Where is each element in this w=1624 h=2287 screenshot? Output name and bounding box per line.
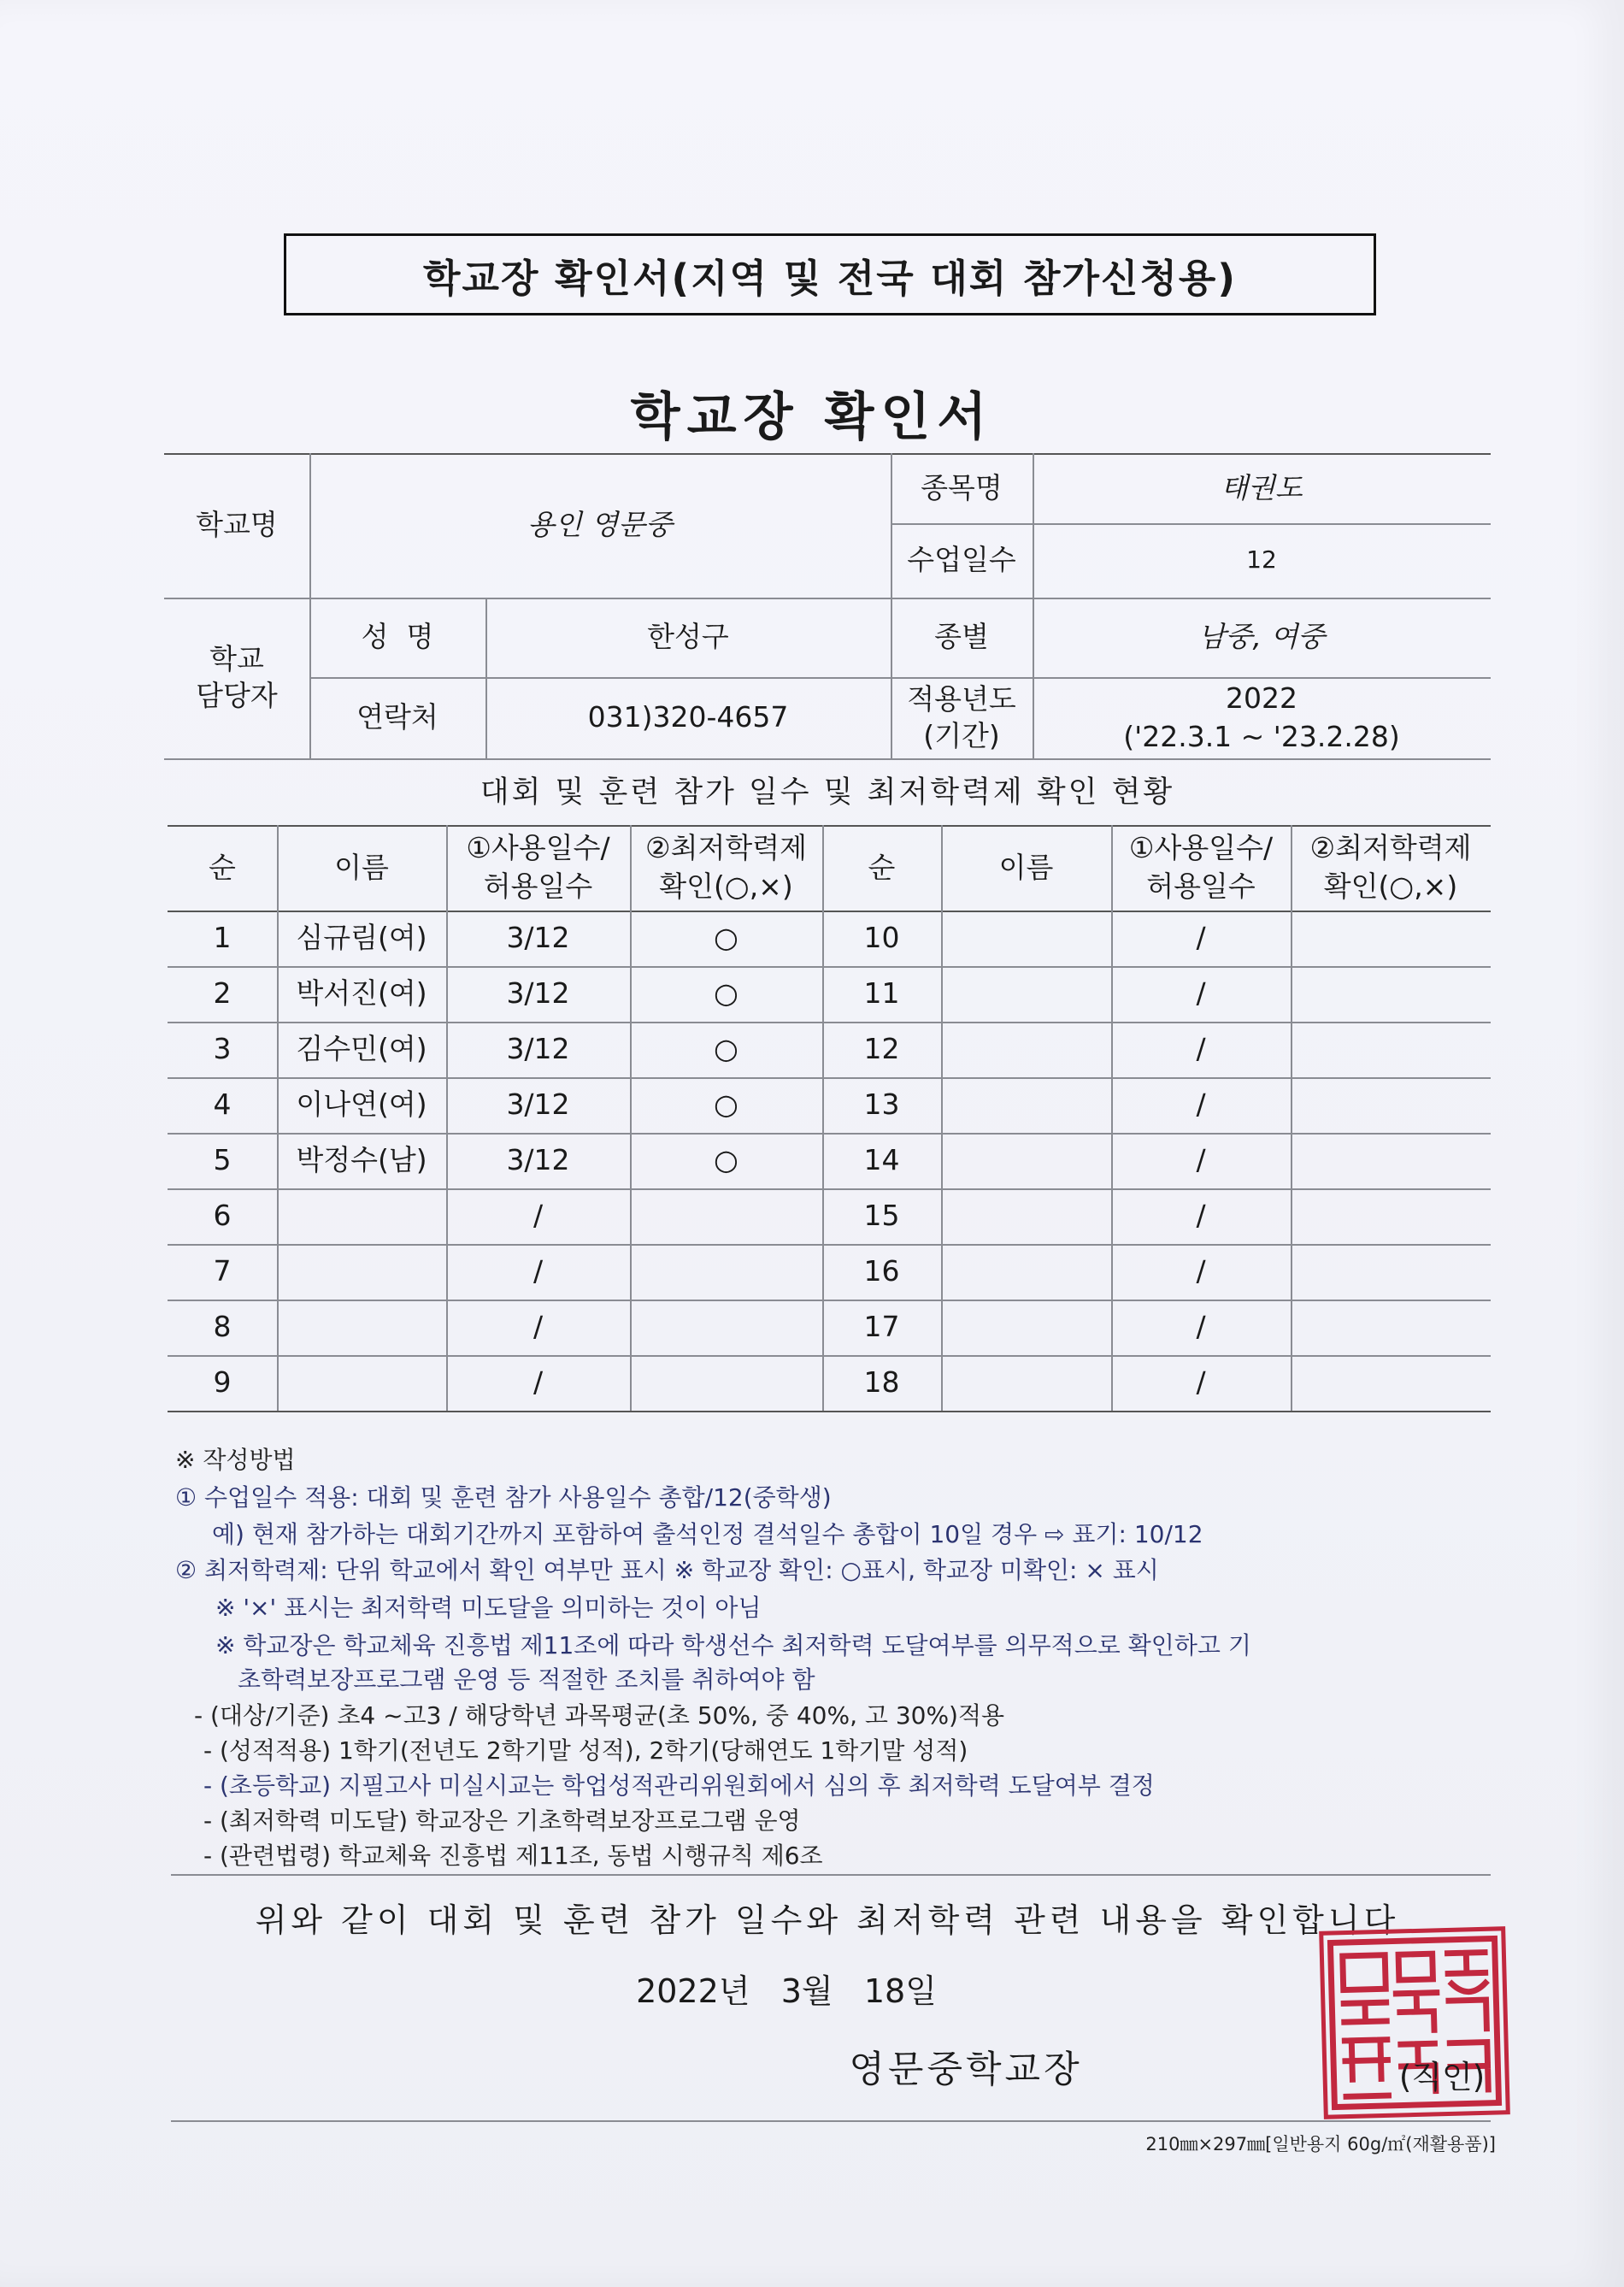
row-no-right: 14 bbox=[863, 1143, 900, 1177]
principal-title: 영문중학교장 bbox=[849, 2048, 1083, 2092]
row-no: 9 bbox=[213, 1365, 232, 1400]
row-no: 6 bbox=[213, 1199, 232, 1233]
row-check-right bbox=[1291, 1022, 1491, 1077]
col-header-name: 이름 bbox=[334, 850, 389, 884]
row-check: ○ bbox=[714, 976, 738, 1011]
row-days-right: / bbox=[1196, 1088, 1206, 1122]
row-no: 1 bbox=[213, 921, 232, 955]
row-no: 3 bbox=[213, 1032, 232, 1066]
row-name-right bbox=[941, 1355, 1111, 1411]
row-days: 3/12 bbox=[506, 1032, 570, 1066]
row-days-right: / bbox=[1196, 1310, 1206, 1344]
col-header-check-right: ②최저학력제 확인(○,×) bbox=[1309, 831, 1472, 903]
section-title: 대회 및 훈련 참가 일수 및 최저학력제 확인 현황 bbox=[480, 775, 1175, 810]
row-check bbox=[630, 1300, 822, 1355]
confirmation-statement: 위와 같이 대회 및 훈련 참가 일수와 최저학력 관련 내용을 확인합니다 bbox=[255, 1901, 1400, 1940]
col-header-days-right: ①사용일수/ 허용일수 bbox=[1128, 831, 1274, 903]
row-check bbox=[630, 1188, 822, 1244]
note-line: - (관련법령) 학교체육 진흥법 제11조, 동법 시행규칙 제6조 bbox=[203, 1842, 823, 1870]
note-line: - (초등학교) 지필고사 미실시교는 학업성적관리위원회에서 심의 후 최저학력 도달여부 결정 bbox=[203, 1771, 1155, 1800]
gender-label: 종별 bbox=[934, 620, 989, 654]
row-name: 김수민(여) bbox=[296, 1032, 427, 1066]
seal-label: (직인) bbox=[1398, 2058, 1486, 2095]
col-header-no-right: 순 bbox=[868, 850, 896, 884]
note-line: 예) 현재 참가하는 대회기간까지 포함하여 출석인정 결석일수 총합이 10일 경우 ⇨ 표기: 10/12 bbox=[212, 1520, 1203, 1548]
row-check: ○ bbox=[714, 1032, 738, 1066]
note-line: - (성적적용) 1학기(전년도 2학기말 성적), 2학기(당해연도 1학기말 성적) bbox=[203, 1736, 968, 1765]
row-days: / bbox=[533, 1365, 544, 1400]
col-header-days: ①사용일수/ 허용일수 bbox=[466, 831, 610, 903]
row-name bbox=[277, 1355, 446, 1411]
row-no: 2 bbox=[213, 976, 232, 1011]
row-check bbox=[630, 1355, 822, 1411]
row-check: ○ bbox=[714, 1088, 738, 1122]
note-heading: ※ 작성방법 bbox=[175, 1446, 296, 1474]
row-name bbox=[277, 1244, 446, 1300]
row-days-right: / bbox=[1196, 1199, 1206, 1233]
divider bbox=[171, 2120, 1491, 2122]
row-check-right bbox=[1291, 1244, 1491, 1300]
gender-value: 남중, 여중 bbox=[1197, 620, 1326, 654]
col-header-name-right: 이름 bbox=[998, 850, 1054, 884]
note-line: 초학력보장프로그램 운영 등 적절한 조치를 취하여야 함 bbox=[238, 1665, 815, 1694]
note-line: - (대상/기준) 초4 ~고3 / 해당학년 과목평균(초 50%, 중 40%, 고 30%)적용 bbox=[194, 1701, 1005, 1730]
row-name: 박정수(남) bbox=[296, 1143, 427, 1177]
form-type-header: 학교장 확인서(지역 및 전국 대회 참가신청용) bbox=[284, 233, 1376, 315]
col-header-no: 순 bbox=[209, 850, 236, 884]
note-line: ※ 학교장은 학교체육 진흥법 제11조에 따라 학생선수 최저학력 도달여부를 의무적으로 확인하고 기 bbox=[215, 1631, 1251, 1659]
contact-value: 031)320-4657 bbox=[587, 700, 789, 734]
row-check bbox=[630, 1244, 822, 1300]
row-no: 8 bbox=[213, 1310, 232, 1344]
row-check: ○ bbox=[714, 921, 738, 955]
row-name bbox=[277, 1300, 446, 1355]
row-days-right: / bbox=[1196, 1143, 1206, 1177]
row-no-right: 17 bbox=[863, 1310, 900, 1344]
divider bbox=[171, 1874, 1491, 1876]
class-days-label: 수업일수 bbox=[907, 543, 1016, 577]
row-name-right bbox=[941, 1022, 1111, 1077]
row-no-right: 10 bbox=[863, 921, 900, 955]
row-days-right: / bbox=[1196, 921, 1206, 955]
row-name-right bbox=[941, 1244, 1111, 1300]
manager-name-value: 한성구 bbox=[647, 620, 729, 654]
row-no-right: 13 bbox=[863, 1088, 900, 1122]
row-check-right bbox=[1291, 1300, 1491, 1355]
note-line: ① 수업일수 적용: 대회 및 훈련 참가 사용일수 총합/12(중학생) bbox=[175, 1483, 832, 1512]
row-check-right bbox=[1291, 966, 1491, 1022]
row-no-right: 12 bbox=[863, 1032, 900, 1066]
row-check-right bbox=[1291, 1077, 1491, 1133]
row-check-right bbox=[1291, 1355, 1491, 1411]
row-name-right bbox=[941, 1133, 1111, 1188]
note-line: - (최저학력 미도달) 학교장은 기초학력보장프로그램 운영 bbox=[203, 1807, 801, 1835]
row-days-right: / bbox=[1196, 1032, 1206, 1066]
row-days: / bbox=[533, 1310, 544, 1344]
year-value: 2022 ('22.3.1 ~ '23.2.28) bbox=[1123, 681, 1400, 753]
manager-name-label: 성 명 bbox=[361, 620, 434, 654]
row-name-right bbox=[941, 1077, 1111, 1133]
row-name-right bbox=[941, 911, 1111, 966]
note-line: ② 최저학력제: 단위 학교에서 확인 여부만 표시 ※ 학교장 확인: ○표시, 학교장 미확인: × 표시 bbox=[175, 1556, 1159, 1584]
row-check-right bbox=[1291, 911, 1491, 966]
class-days-value: 12 bbox=[1246, 545, 1277, 575]
row-name-right bbox=[941, 1188, 1111, 1244]
row-no: 4 bbox=[213, 1088, 232, 1122]
row-days: 3/12 bbox=[506, 1088, 570, 1122]
row-days: 3/12 bbox=[506, 976, 570, 1011]
row-no-right: 11 bbox=[863, 976, 900, 1011]
year-label: 적용년도 (기간) bbox=[907, 681, 1016, 752]
col-header-check: ②최저학력제 확인(○,×) bbox=[645, 831, 807, 903]
row-name: 이나연(여) bbox=[296, 1088, 427, 1122]
row-no: 7 bbox=[213, 1254, 232, 1288]
row-days-right: / bbox=[1196, 1254, 1206, 1288]
row-check-right bbox=[1291, 1188, 1491, 1244]
row-no-right: 16 bbox=[863, 1254, 900, 1288]
row-check-right bbox=[1291, 1133, 1491, 1188]
row-name: 심규림(여) bbox=[296, 921, 427, 955]
issue-date: 2022년 3월 18일 bbox=[636, 1972, 937, 2011]
row-check: ○ bbox=[714, 1143, 738, 1177]
row-days: / bbox=[533, 1254, 544, 1288]
row-days: / bbox=[533, 1199, 544, 1233]
row-name-right bbox=[941, 966, 1111, 1022]
row-days-right: / bbox=[1196, 1365, 1206, 1400]
row-days: 3/12 bbox=[506, 921, 570, 955]
row-no-right: 15 bbox=[863, 1199, 900, 1233]
row-no-right: 18 bbox=[863, 1365, 900, 1400]
document-title: 학교장 확인서 bbox=[630, 387, 994, 447]
school-name-value: 용인 영문중 bbox=[527, 508, 673, 542]
contact-label: 연락처 bbox=[356, 700, 438, 734]
sport-value: 태권도 bbox=[1221, 470, 1303, 504]
row-name: 박서진(여) bbox=[296, 976, 427, 1011]
manager-label: 학교 담당자 bbox=[196, 642, 278, 712]
row-no: 5 bbox=[213, 1143, 232, 1177]
row-days: 3/12 bbox=[506, 1143, 570, 1177]
row-days-right: / bbox=[1196, 976, 1206, 1011]
sport-label: 종목명 bbox=[921, 470, 1003, 504]
paper-spec-note: 210㎜×297㎜[일반용지 60g/㎡(재활용품)] bbox=[1145, 2134, 1496, 2154]
note-line: ※ '×' 표시는 최저학력 미도달을 의미하는 것이 아님 bbox=[215, 1594, 762, 1622]
row-name bbox=[277, 1188, 446, 1244]
school-name-label: 학교명 bbox=[196, 508, 278, 542]
row-name-right bbox=[941, 1300, 1111, 1355]
